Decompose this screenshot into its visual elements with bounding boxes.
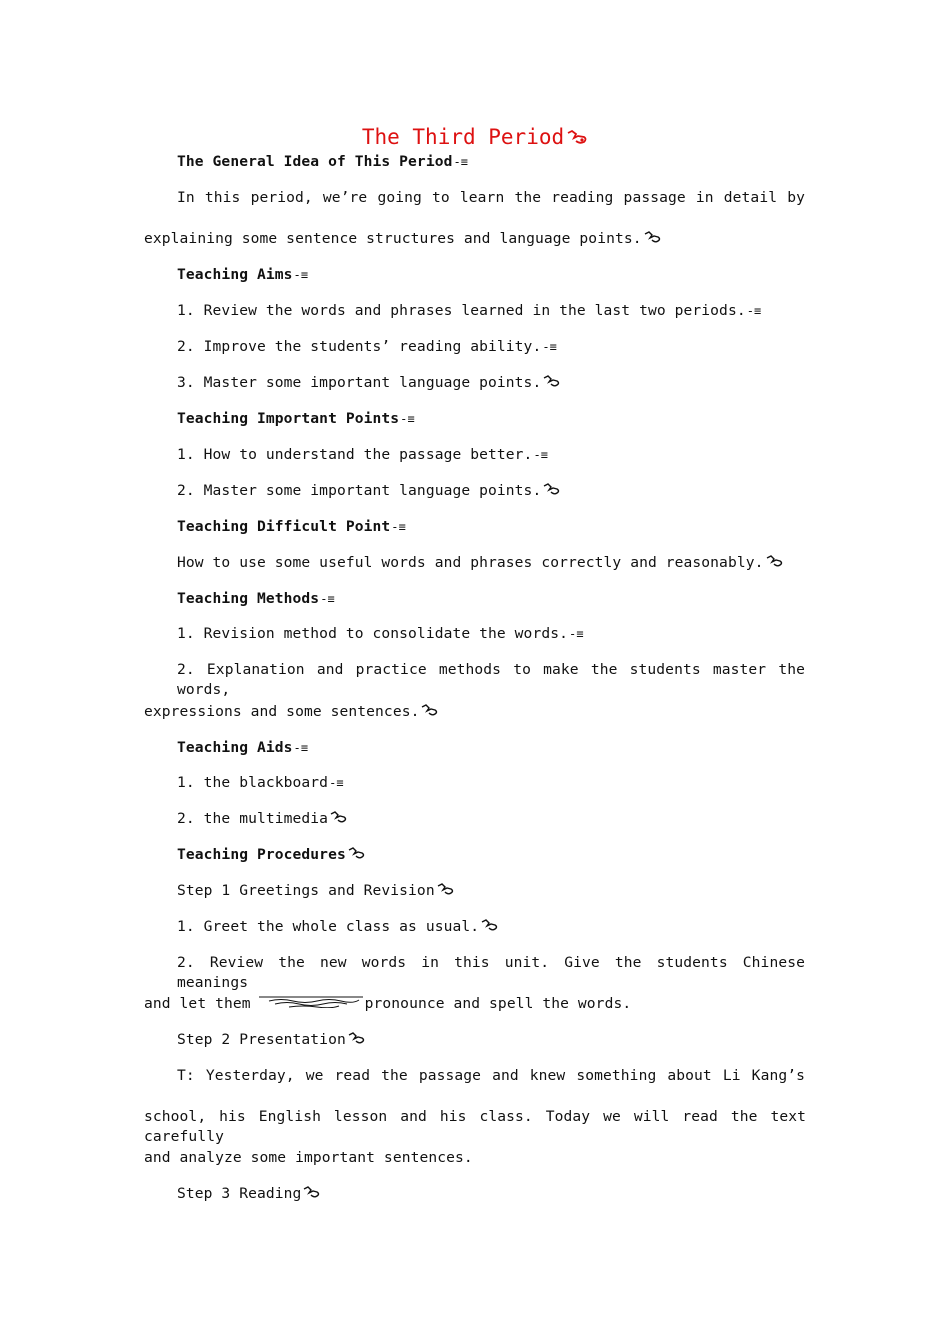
line-break-mark-icon: -≡ [320,592,335,606]
title-text: The Third Period [361,125,565,149]
important-heading-text: Teaching Important Points [177,410,400,427]
procedures-heading [177,845,366,865]
aims-item-2 [177,337,557,357]
paragraph-mark-icon [566,123,588,153]
general-idea-heading-text: The General Idea of This Period [177,153,453,170]
step-2-heading [177,1030,366,1050]
important-item-1 [177,445,548,465]
line-break-mark-icon: -≡ [542,340,557,354]
page-title [0,122,950,153]
general-idea-heading [177,152,468,172]
line-break-mark-icon: -≡ [400,412,415,426]
step-1-item-2-line-2b-text: pronounce and spell the words. [364,995,632,1012]
general-idea-line-1: In this period, we’re going to learn the reading passage in detail by [177,189,805,206]
step-3-heading-text: Step 3 Reading [177,1185,302,1202]
difficult-heading [177,517,406,537]
paragraph-mark-icon [766,553,784,573]
line-break-mark-icon: -≡ [329,776,344,790]
methods-item-1 [177,624,584,644]
aims-item-1 [177,301,761,321]
aims-heading-text: Teaching Aims [177,266,293,283]
difficult-item-text: How to use some useful words and phrases correctly and reasonably. [177,554,764,571]
aids-heading [177,738,308,758]
paragraph-mark-icon [303,1184,321,1204]
wavy-line-icon [259,994,363,1014]
paragraph-mark-icon [644,229,662,249]
difficult-heading-text: Teaching Difficult Point [177,518,391,535]
general-idea-line-2 [144,229,662,249]
step-2-line-3: and analyze some important sentences. [144,1149,473,1166]
paragraph-mark-icon [348,1030,366,1050]
difficult-item [177,553,784,573]
step-3-heading [177,1184,321,1204]
important-item-2 [177,481,561,501]
aids-item-2-text: 2. the multimedia [177,810,329,827]
step-2-heading-text: Step 2 Presentation [177,1031,346,1048]
important-heading [177,409,415,429]
line-break-mark-icon: -≡ [391,520,406,534]
aids-item-1 [177,773,344,793]
line-break-mark-icon: -≡ [293,741,309,755]
methods-heading-text: Teaching Methods [177,590,320,607]
paragraph-mark-icon [348,845,366,865]
step-1-item-2-line-1: 2. Review the new words in this unit. Give the students Chinese meanings [177,954,805,991]
aims-item-2-text: 2. Improve the students’ reading ability. [177,338,542,355]
line-break-mark-icon: -≡ [569,627,584,641]
paragraph-mark-icon [543,373,561,393]
line-break-mark-icon: -≡ [453,155,469,169]
methods-item-2-line-2-text: expressions and some sentences. [144,703,420,720]
line-break-mark-icon: -≡ [533,448,549,462]
aims-heading [177,265,308,285]
step-1-item-2-line-2a-text: and let them [144,995,251,1012]
procedures-heading-text: Teaching Procedures [177,846,346,863]
methods-item-2-line-2 [144,702,439,722]
methods-item-2-line-1: 2. Explanation and practice methods to make the students master the words, [177,661,805,698]
paragraph-mark-icon [481,917,499,937]
paragraph-mark-icon [437,881,455,901]
line-break-mark-icon: -≡ [293,268,309,282]
step-2-line-2: school, his English lesson and his class. Today we will read the text carefully [144,1108,806,1145]
paragraph-mark-icon [330,809,348,829]
aims-item-3 [177,373,561,393]
important-item-1-text: 1. How to understand the passage better. [177,446,533,463]
important-item-2-text: 2. Master some important language points. [177,482,542,499]
paragraph-mark-icon [421,702,439,722]
step-1-item-1-text: 1. Greet the whole class as usual. [177,918,480,935]
line-break-mark-icon: -≡ [746,304,762,318]
step-1-heading [177,881,455,901]
methods-item-1-text: 1. Revision method to consolidate the words. [177,625,568,642]
step-1-item-2-line-2 [144,994,631,1014]
paragraph-mark-icon [543,481,561,501]
aims-item-3-text: 3. Master some important language points. [177,374,542,391]
methods-heading [177,589,335,609]
step-1-heading-text: Step 1 Greetings and Revision [177,882,435,899]
aids-item-2 [177,809,348,829]
aids-heading-text: Teaching Aids [177,739,293,756]
step-1-item-1 [177,917,499,937]
aids-item-1-text: 1. the blackboard [177,774,329,791]
general-idea-line-2-text: explaining some sentence structures and language points. [144,230,642,247]
aims-item-1-text: 1. Review the words and phrases learned in the last two periods. [177,302,746,319]
step-2-line-1: T: Yesterday, we read the passage and knew something about Li Kang’s [177,1067,805,1084]
